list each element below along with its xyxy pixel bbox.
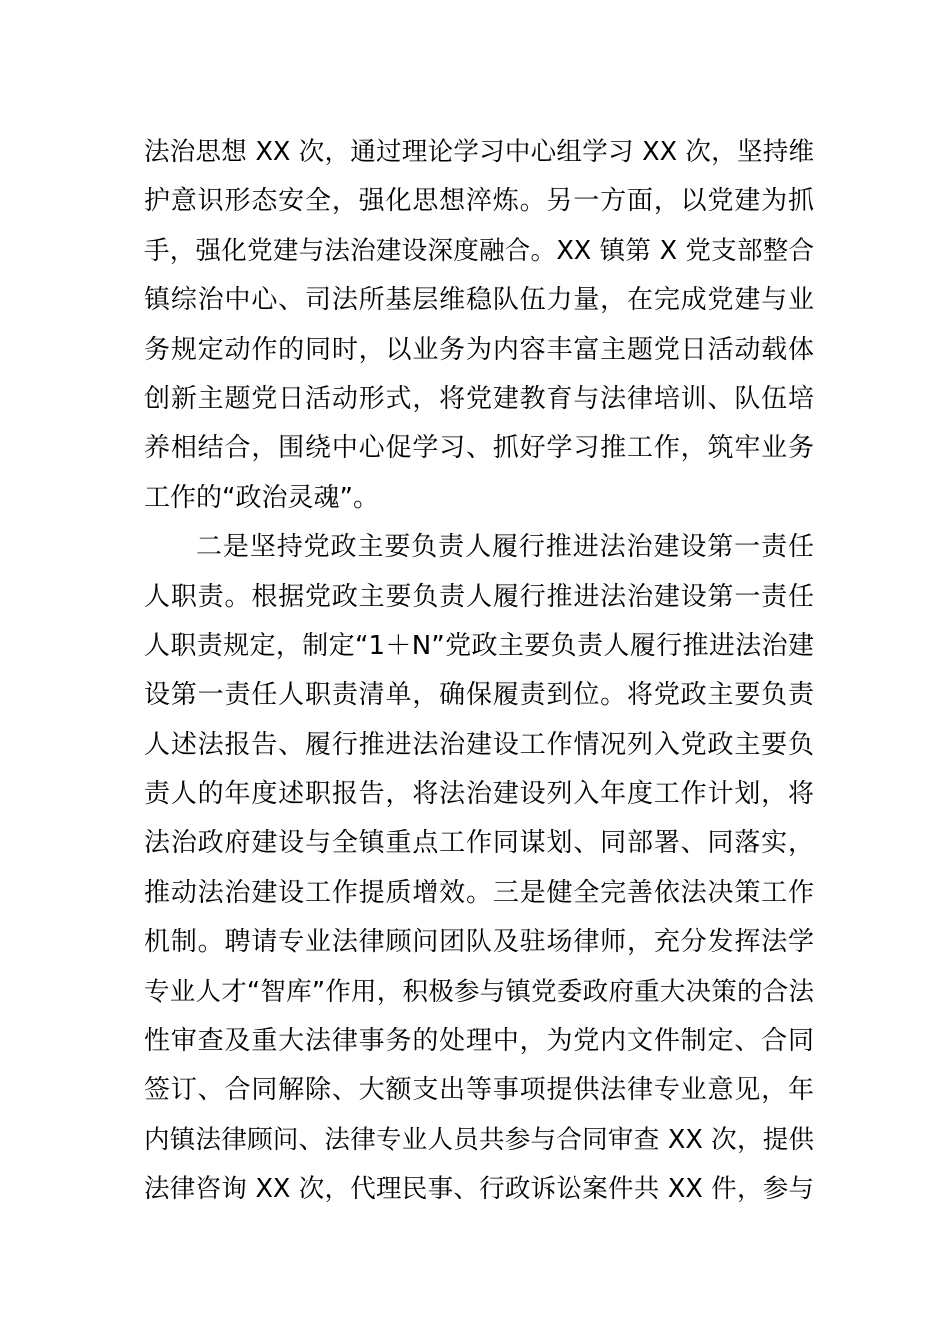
text-line: 责人的年度述职报告，将法治建设列入年度工作计划，将	[144, 779, 814, 810]
text-line: 人职责规定，制定“1＋N”党政主要负责人履行推进法治建	[144, 630, 814, 661]
text-line: 养相结合，围绕中心促学习、抓好学习推工作，筑牢业务	[144, 433, 814, 464]
text-line: 二是坚持党政主要负责人履行推进法治建设第一责任	[196, 532, 814, 563]
text-line: 手，强化党建与法治建设深度融合。XX 镇第 X 党支部整合	[144, 235, 814, 266]
text-line: 机制。聘请专业法律顾问团队及驻场律师，充分发挥法学	[144, 927, 814, 958]
text-line: 镇综治中心、司法所基层维稳队伍力量，在完成党建与业	[144, 285, 814, 316]
text-line: 务规定动作的同时，以业务为内容丰富主题党日活动载体	[144, 334, 814, 365]
text-line: 性审查及重大法律事务的处理中，为党内文件制定、合同	[144, 1026, 814, 1057]
text-line: 护意识形态安全，强化思想淬炼。另一方面，以党建为抓	[144, 186, 814, 217]
text-line: 内镇法律顾问、法律专业人员共参与合同审查 XX 次，提供	[144, 1124, 814, 1155]
text-line: 法治政府建设与全镇重点工作同谋划、同部署、同落实，	[144, 828, 814, 859]
text-line: 工作的“政治灵魂”。	[144, 482, 379, 513]
text-line: 创新主题党日活动形式，将党建教育与法律培训、队伍培	[144, 383, 814, 414]
text-line: 签订、合同解除、大额支出等事项提供法律专业意见，年	[144, 1075, 814, 1106]
text-line: 推动法治建设工作提质增效。三是健全完善依法决策工作	[144, 877, 814, 908]
text-line: 专业人才“智库”作用，积极参与镇党委政府重大决策的合法	[144, 976, 814, 1007]
text-line: 人述法报告、履行推进法治建设工作情况列入党政主要负	[144, 729, 814, 760]
text-line: 法治思想 XX 次，通过理论学习中心组学习 XX 次，坚持维	[144, 137, 814, 167]
body-text	[144, 128, 814, 1215]
text-line: 人职责。根据党政主要负责人履行推进法治建设第一责任	[144, 581, 814, 612]
text-line: 法律咨询 XX 次，代理民事、行政诉讼案件共 XX 件，参与	[144, 1174, 814, 1205]
text-line: 设第一责任人职责清单，确保履责到位。将党政主要负责	[144, 680, 814, 711]
